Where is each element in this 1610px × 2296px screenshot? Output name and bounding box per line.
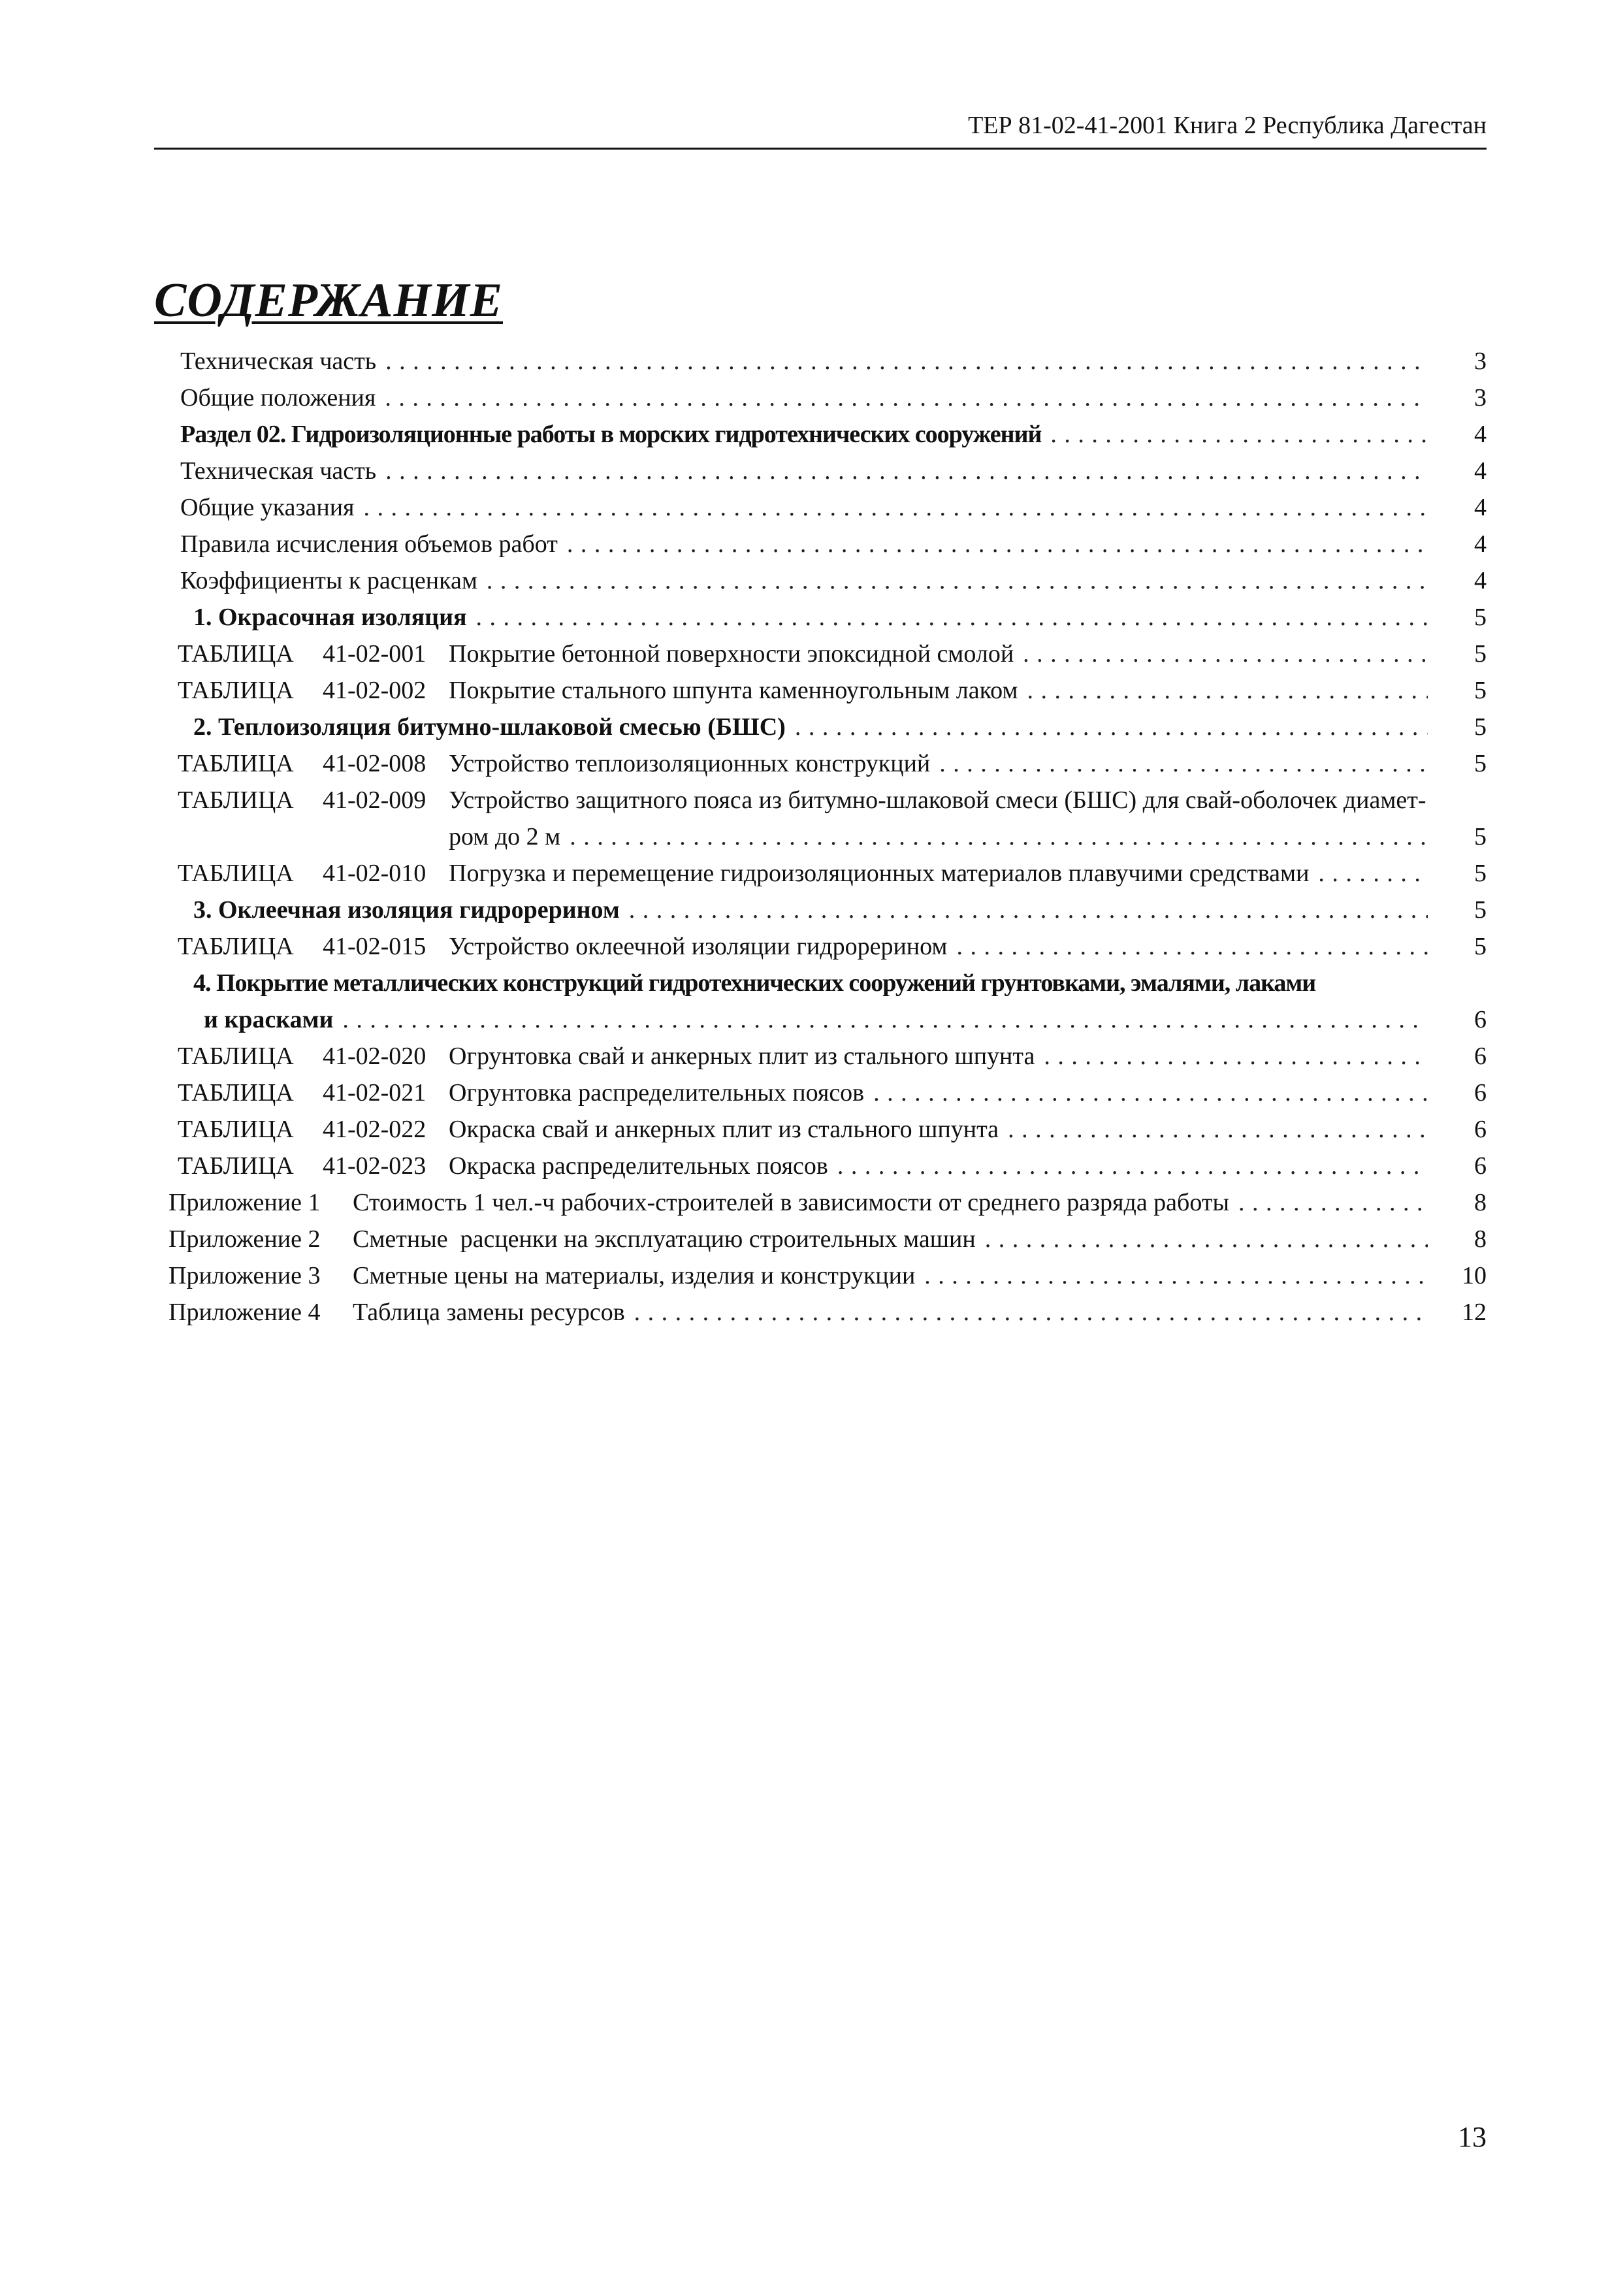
toc-entry-label: Устройство оклеечной изоляции гидрорерином xyxy=(449,933,948,960)
toc-page-number: 4 xyxy=(1474,494,1487,521)
dot-leader xyxy=(487,564,1428,597)
toc-page-number: 8 xyxy=(1474,1189,1487,1216)
toc-entry-label: Сметные расценки на эксплуатацию строительных машин xyxy=(353,1225,976,1253)
toc-table-entry[interactable] xyxy=(178,784,1426,817)
table-keyword: ТАБЛИЦА xyxy=(178,1079,294,1107)
running-header: ТЕР 81-02-41-2001 Книга 2 Республика Дагестан xyxy=(968,112,1487,139)
toc-page-number: 8 xyxy=(1474,1225,1487,1253)
toc-page-number: 5 xyxy=(1474,860,1487,887)
dot-leader xyxy=(956,930,1428,963)
toc-entry-label: Стоимость 1 чел.-ч рабочих-строителей в зависимости от среднего разряда работы xyxy=(353,1189,1230,1216)
toc-entry[interactable] xyxy=(180,455,1433,487)
dot-leader xyxy=(570,820,1428,853)
toc-section-heading[interactable] xyxy=(180,418,1433,451)
table-keyword: ТАБЛИЦА xyxy=(178,933,294,960)
table-keyword: ТАБЛИЦА xyxy=(178,1043,294,1070)
table-keyword: ТАБЛИЦА xyxy=(178,750,294,777)
toc-entry-label-line2: ром до 2 м xyxy=(449,823,561,850)
toc-entry-label: Устройство теплоизоляционных конструкций xyxy=(449,750,931,777)
toc-entry-label: Правила исчисления объемов работ xyxy=(180,530,558,558)
toc-section-heading[interactable] xyxy=(193,711,1433,743)
toc-entry-label: Окраска свай и анкерных плит из стального шпунта xyxy=(449,1116,999,1143)
toc-page-number: 4 xyxy=(1474,421,1487,448)
dot-leader xyxy=(873,1076,1428,1109)
toc-section-heading[interactable] xyxy=(193,601,1433,634)
table-code: 41-02-009 xyxy=(323,786,427,814)
toc-entry-label: Покрытие стального шпунта каменноугольным лаком xyxy=(449,677,1018,704)
toc-entry[interactable] xyxy=(180,491,1433,524)
dot-leader xyxy=(1050,418,1428,451)
toc-entry-label: 1. Окрасочная изоляция xyxy=(193,604,467,631)
toc-entry[interactable] xyxy=(180,528,1433,560)
dot-leader xyxy=(1008,1113,1428,1146)
toc-table-entry[interactable] xyxy=(178,674,1433,707)
dot-leader xyxy=(385,455,1428,487)
toc-appendix-entry[interactable] xyxy=(169,1296,1433,1329)
toc-entry-label: Окраска распределительных поясов xyxy=(449,1152,828,1180)
dot-leader xyxy=(629,894,1428,926)
table-code: 41-02-020 xyxy=(323,1043,427,1070)
appendix-keyword: Приложение 3 xyxy=(169,1262,321,1289)
toc-entry-label: Коэффициенты к расценкам xyxy=(180,567,477,594)
toc-table-entry[interactable] xyxy=(178,1113,1433,1146)
dot-leader xyxy=(364,491,1428,524)
toc-page-number: 5 xyxy=(1474,640,1487,668)
toc-page-number: 4 xyxy=(1474,457,1487,485)
toc-page-number: 12 xyxy=(1462,1299,1487,1326)
page-title: СОДЕРЖАНИЕ xyxy=(154,274,503,327)
toc-entry[interactable] xyxy=(180,564,1433,597)
table-code: 41-02-010 xyxy=(323,860,427,887)
table-code: 41-02-002 xyxy=(323,677,427,704)
toc-table-entry[interactable] xyxy=(178,930,1433,963)
table-code: 41-02-015 xyxy=(323,933,427,960)
toc-page-number: 3 xyxy=(1474,348,1487,375)
toc-entry-label: Техническая часть xyxy=(180,348,377,375)
dot-leader xyxy=(476,601,1428,634)
table-keyword: ТАБЛИЦА xyxy=(178,1152,294,1180)
dot-leader xyxy=(924,1259,1428,1292)
toc-entry-label: Общие указания xyxy=(180,494,355,521)
toc-entry-label-line2: и красками xyxy=(204,1006,334,1033)
table-keyword: ТАБЛИЦА xyxy=(178,860,294,887)
dot-leader xyxy=(1023,638,1428,670)
appendix-keyword: Приложение 2 xyxy=(169,1225,321,1253)
dot-leader xyxy=(837,1150,1428,1182)
toc-page-number: 6 xyxy=(1474,1152,1487,1180)
toc-table-entry[interactable] xyxy=(178,747,1433,780)
appendix-keyword: Приложение 1 xyxy=(169,1189,321,1216)
toc-appendix-entry[interactable] xyxy=(169,1259,1433,1292)
toc-table-entry[interactable] xyxy=(178,1076,1433,1109)
appendix-keyword: Приложение 4 xyxy=(169,1299,321,1326)
toc-entry-continuation[interactable] xyxy=(449,820,1433,853)
dot-leader xyxy=(1044,1040,1428,1073)
table-keyword: ТАБЛИЦА xyxy=(178,786,294,814)
toc-entry-label: Огрунтовка распределительных поясов xyxy=(449,1079,865,1107)
dot-leader xyxy=(1238,1186,1428,1219)
toc-page-number: 10 xyxy=(1462,1262,1487,1289)
toc-page-number: 4 xyxy=(1474,530,1487,558)
table-code: 41-02-021 xyxy=(323,1079,427,1107)
toc-page-number: 5 xyxy=(1474,677,1487,704)
table-code: 41-02-008 xyxy=(323,750,427,777)
toc-entry-label: Таблица замены ресурсов xyxy=(353,1299,625,1326)
toc-entry-label: Раздел 02. Гидроизоляционные работы в морских гидротехнических сооружений xyxy=(180,421,1042,448)
toc-page-number: 5 xyxy=(1474,713,1487,741)
toc-entry-label: Погрузка и перемещение гидроизоляционных материалов плавучими средствами xyxy=(449,860,1310,887)
toc-page-number: 6 xyxy=(1474,1079,1487,1107)
toc-page-number: 6 xyxy=(1474,1116,1487,1143)
toc-entry-label: Общие положения xyxy=(180,384,376,412)
dot-leader xyxy=(342,1003,1428,1036)
toc-page-number: 5 xyxy=(1474,896,1487,924)
table-code: 41-02-023 xyxy=(323,1152,427,1180)
toc-appendix-entry[interactable] xyxy=(169,1223,1433,1255)
page-number: 13 xyxy=(1458,2121,1487,2153)
toc-table-entry[interactable] xyxy=(178,857,1433,890)
table-code: 41-02-001 xyxy=(323,640,427,668)
toc-entry-label: Покрытие бетонной поверхности эпоксидной смолой xyxy=(449,640,1014,668)
dot-leader xyxy=(385,345,1428,378)
dot-leader xyxy=(385,381,1428,414)
table-code: 41-02-022 xyxy=(323,1116,427,1143)
toc-entry-label: Сметные цены на материалы, изделия и конструкции xyxy=(353,1262,916,1289)
toc-table-entry[interactable] xyxy=(178,638,1433,670)
dot-leader xyxy=(985,1223,1428,1255)
table-keyword: ТАБЛИЦА xyxy=(178,640,294,668)
toc-table-entry[interactable] xyxy=(178,1150,1433,1182)
dot-leader xyxy=(567,528,1428,560)
dot-leader xyxy=(939,747,1428,780)
toc-appendix-entry[interactable] xyxy=(169,1186,1433,1219)
dot-leader xyxy=(634,1296,1428,1329)
toc-page-number: 5 xyxy=(1474,933,1487,960)
toc-page-number: 3 xyxy=(1474,384,1487,412)
dot-leader xyxy=(1027,674,1428,707)
toc-page-number: 5 xyxy=(1474,750,1487,777)
toc-entry-label: Огрунтовка свай и анкерных плит из стального шпунта xyxy=(449,1043,1035,1070)
toc-page-number: 5 xyxy=(1474,823,1487,850)
toc-entry-label-line1: Устройство защитного пояса из битумно-шлаковой смеси (БШС) для свай-оболочек диамет- xyxy=(449,786,1426,814)
toc-entry-label: Техническая часть xyxy=(180,457,377,485)
toc-page-number: 6 xyxy=(1474,1006,1487,1033)
toc-section-heading[interactable] xyxy=(193,894,1433,926)
toc-page-number: 4 xyxy=(1474,567,1487,594)
toc-entry-continuation[interactable] xyxy=(204,1003,1433,1036)
toc-entry[interactable] xyxy=(180,345,1433,378)
toc-entry[interactable] xyxy=(180,381,1433,414)
dot-leader xyxy=(1318,857,1428,890)
toc-page-number: 5 xyxy=(1474,604,1487,631)
toc-table-entry[interactable] xyxy=(178,1040,1433,1073)
table-keyword: ТАБЛИЦА xyxy=(178,1116,294,1143)
dot-leader xyxy=(795,711,1428,743)
toc-entry-label: 2. Теплоизоляция битумно-шлаковой смесью (БШС) xyxy=(193,713,786,741)
toc-section-heading[interactable] xyxy=(193,967,1315,999)
toc-entry-label-line1: 4. Покрытие металлических конструкций гидротехнических сооружений грунтовками, эмалями, лаками xyxy=(193,969,1316,997)
toc-page-number: 6 xyxy=(1474,1043,1487,1070)
toc-entry-label: 3. Оклеечная изоляция гидрорерином xyxy=(193,896,620,924)
table-keyword: ТАБЛИЦА xyxy=(178,677,294,704)
